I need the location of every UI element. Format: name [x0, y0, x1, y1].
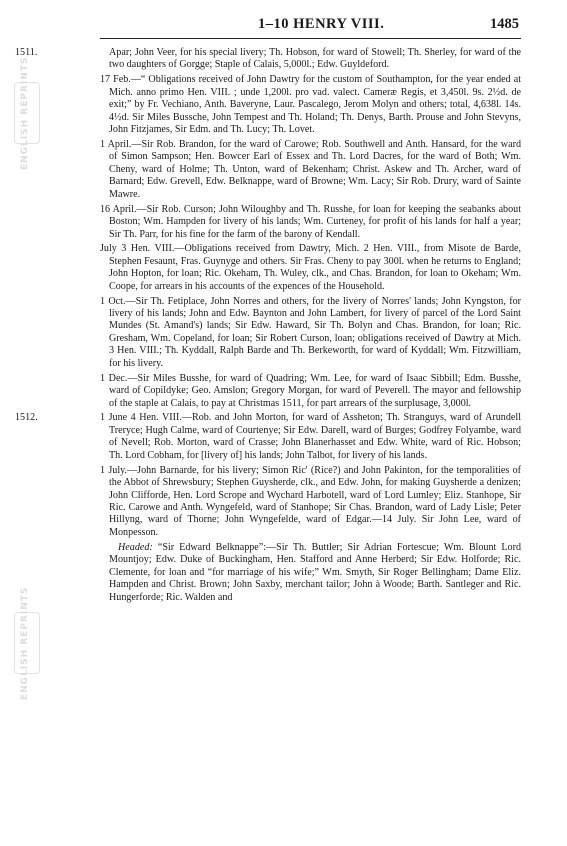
entry-text: “Sir Edward Belknappe”:—Sir Th. Buttler; Sir Adrian Fortescue; Wm. Blount Lord Mountjoy; Edw. Duke of Buckingham, Hen. Stafford and Anne Herberd; Sir Edw. Holforde; Ric. Clemente, for loan and “for marriage of his wife;” Wm. Smyth, Sir Roger Bellingham; Dame Eliz. Hampden and Christ. Brown; John Saxby, merchant tailor; John à Woode; Barth. Santleger and Ric. Hungerforde; Ric. Walden and: [109, 541, 521, 603]
entry-date: 1 June 4 Hen. VIII.: [100, 412, 182, 424]
entry-paragraph: [100, 465, 521, 540]
entry-paragraph: [15, 412, 521, 462]
entry-paragraph: [100, 373, 521, 410]
entry-paragraph: [100, 74, 521, 136]
entry-text: —Sir Rob. Curson; John Wiloughby and Th. Russhe, for loan for keeping the seabanks about Boston; Wm. Hampden for livery of his lands; Wm. Curteney, for profit of his lands for half a year; Sir Th. Parr, for his fine for the farm of the barony of Kendall.: [109, 203, 522, 240]
header-rule: [100, 38, 521, 39]
entry-text: —Rob. and John Morton, for ward of Assheton; Th. Stranguys, ward of Arundell Treryce; Hugh Calme, ward of Courtenye; Sir Edw. Darell, ward of Burges; Godfrey Folyambe, ward of Nevell; Rob. Morton, ward of Crasse; John Blanerhasset and Edw. White, ward of Ric. Hobson; Th. Lord Cobham, for [livery of] his lands; John Talbot, for livery of his lands.: [109, 412, 521, 461]
entry-date: 1 July.: [100, 464, 128, 476]
entry-text: —Obligations received from Dawtry, Mich. 2 Hen. VIII., from Misote de Barde, Stephen Fesaunt, Fras. Guynyge and others. Sir Fras. Cheny to pay 300l. when he returns to England; John Hopton, for loan; Ric. Okeham, Th. Wuley, clk., and Chas. Brandon, for loan to Okeham; Wm. Coope, for arrears in his accounts of the expences of the Household.: [109, 243, 521, 292]
entry-date: July 3 Hen. VIII.: [100, 243, 175, 255]
entry-date: 1 April.: [100, 138, 132, 150]
watermark-top: ENGLISH REPRINTS: [20, 56, 30, 170]
entry-text: —Sir Rob. Brandon, for the ward of Carowe; Rob. Southwell and Anth. Hansard, for the ward of Simon Sampson; Hen. Bowcer Earl of Essex and Th. Lord Dacres, for the ward of Both; Wm. Cheny, ward of Holme; Th. Unton, ward of Bekenham; Christ. Askew and Th. Archer, ward of Barnard; Edw. Grevell, Edw. Belknappe, ward of Browne; Wm. Lacy; Sir Rob. Drury, ward of Sainte Mawre.: [109, 138, 521, 200]
entry-date: 17 Feb.: [100, 74, 131, 86]
entry-text: —Sir Th. Fetiplace, John Norres and others, for the livery of Norres' lands; John Kyngston, for livery of his lands; John and Edw. Baynton and John Lambert, for livery of parcel of the Lord Saint Mundes (St. Amand's) lands; Sir Edw. Haward, Sir Th. Bolyn and Chas. Brandon, for loan; Ric. Gresham, Wm. Copeland, for loan; Sir Robert Curson, loan; obligations received of Dawtry at Mich. 3 Hen. VIII.; Th. Kyddall, Ralph Barde and Th. Berkeworth, for ward of Kyddall; Wm. Fitzwilliam, for his livery.: [109, 295, 521, 369]
headed-label: Headed:: [118, 541, 153, 553]
running-title: 1–10 HENRY VIII.: [258, 16, 385, 32]
year-margin-note: 1512.: [15, 412, 38, 424]
page-number: 1485: [490, 16, 519, 32]
entry-paragraph: [100, 243, 521, 293]
entry-date: 1 Oct.: [100, 295, 126, 307]
entry-paragraph: [100, 542, 521, 604]
entry-paragraph: [15, 47, 521, 72]
entry-date: 16 April.: [100, 203, 137, 215]
year-margin-note: 1511.: [15, 47, 38, 58]
entry-paragraph: [100, 139, 521, 201]
entry-text: —“ Obligations received of John Dawtry for the custom of Southampton, for the year ended at Mich. anno primo Hen. VIII. ; unde 1,200l. pro vad. valect. Cameræ Regis, et 3,450l. 9s. 2½d. de exit;” by Fr. Vechiano, Anth. Baveryne, Laur. Pascalego, Jerom Molyn and others; total, 4,638l. 14s. 4½d. Sir Miles Bussche, John Tempest and Th. Holand; Th. Denys, Barth. Prouse and John Stevyns, John Fitzjames, Sir Edm. and Th. Lucy; Th. Lovet.: [109, 74, 521, 136]
entry-date: 1 Dec.: [100, 372, 128, 384]
entry-text: —John Barnarde, for his livery; Simon Ric' (Rice?) and John Pakinton, for the temporalities of the Abbot of Shrewsbury; Stephen Guysherde, clk., and Edw. John, for making Guysherde a denizen; John Clifforde, Hen. Lord Scrope and Wychard Harbotell, ward of Lord Lumley; Eliz. Stanhope, Sir Ric. Carowe and Anth. Wyngefeld, ward of Stanhope; Sir Chas. Brandon, ward of Lady Lisle; Peter Hillyng, ward of Thorne; John Wyngefelde, ward of Edgar.—14 July. Sir John Lee, ward of Monpesson.: [109, 464, 522, 538]
entry-text: Apar; John Veer, for his special livery; Th. Hobson, for ward of Stowell; Th. Sherley, for ward of the two daughters of Gorgge; Staple of Calais, 5,000l.; Edw. Guyldeford.: [109, 47, 521, 71]
page-header: [0, 12, 567, 40]
entry-paragraph: [100, 204, 521, 241]
entry-paragraph: [100, 296, 521, 371]
watermark-bottom: ENGLISH REPRINTS: [20, 586, 30, 700]
entry-text: —Sir Miles Busshe, for ward of Quadring; Wm. Lee, for ward of Isaac Sibbill; Edm. Busshe, ward of Copildyke; Geo. Amslon; Gregory Morgan, for ward of Peverell. The mayor and fellowship of the staple at Calais, to pay at Christmas 1511, for part arrears of the surplusage, 3,000l.: [109, 372, 522, 409]
